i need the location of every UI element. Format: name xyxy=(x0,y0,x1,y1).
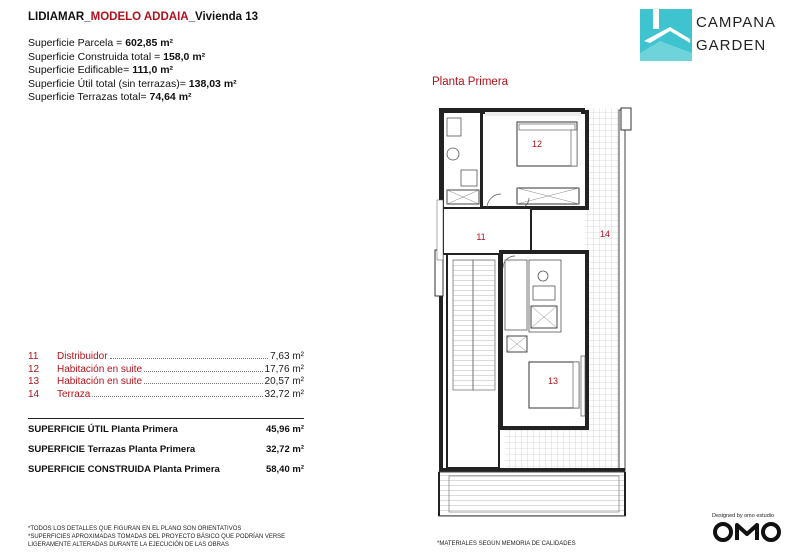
spec-row xyxy=(28,78,237,92)
note-line: *SUPERFICIES APROXIMADAS TOMADAS DEL PROYECTO BÁSICO QUE PODRÍAN VERSE xyxy=(28,534,286,540)
total-row xyxy=(28,459,304,479)
floor-plan xyxy=(425,100,645,520)
surface-specs xyxy=(28,37,237,105)
total-value: 32,72 m² xyxy=(265,443,304,455)
room-num: 11 xyxy=(28,351,39,362)
room-num: 12 xyxy=(28,363,40,375)
logo-mark-icon xyxy=(640,9,692,61)
spec-row xyxy=(28,37,237,51)
room-area: 20,57 m² xyxy=(264,376,304,387)
plan-title: Planta Primera xyxy=(432,76,509,88)
logo-line-1: CAMPANA xyxy=(696,14,777,31)
spec-value: 158,0 m² xyxy=(163,50,206,63)
room-label-12: 12 xyxy=(531,139,543,149)
spec-value: 111,0 m² xyxy=(132,64,174,77)
spec-value: 602,85 m² xyxy=(125,37,174,49)
rooms-list xyxy=(28,351,304,401)
spec-row xyxy=(28,64,237,78)
room-num: 13 xyxy=(28,376,40,387)
room-num: 14 xyxy=(28,388,40,400)
total-label: SUPERFICIE CONSTRUIDA Planta Primera xyxy=(28,463,220,475)
spec-label: Superficie Útil total (sin terrazas)= xyxy=(28,77,189,90)
room-area: 17,76 m² xyxy=(264,363,304,375)
total-value: 45,96 m² xyxy=(265,423,304,435)
title-model: MODELO ADDAIA xyxy=(90,11,189,23)
total-value: 58,40 m² xyxy=(265,463,304,475)
spec-label: Superficie Edificable= xyxy=(28,64,133,77)
disclaimer-notes xyxy=(28,525,285,549)
room-name: Distribuidor xyxy=(57,351,108,362)
room-row xyxy=(28,351,304,364)
room-name: Terraza xyxy=(57,388,91,400)
logo-text xyxy=(696,11,776,57)
spec-value: 74,64 m² xyxy=(149,91,192,104)
omo-logo-icon xyxy=(712,521,782,543)
title-suffix: _Vivienda 13 xyxy=(188,11,259,23)
designed-by: Designed by omo estudio xyxy=(712,513,775,519)
spec-row xyxy=(28,51,237,65)
title-prefix: LIDIAMAR_ xyxy=(28,11,91,23)
materials-note: *MATERIALES SEGUN MEMORIA DE CALIDADES xyxy=(437,541,576,547)
room-label-13: 13 xyxy=(547,376,559,386)
room-label-14: 14 xyxy=(599,229,611,239)
room-name: Habitación en suite xyxy=(57,376,143,387)
room-row xyxy=(28,389,304,402)
logo-line-2: GARDEN xyxy=(696,37,767,54)
total-label: SUPERFICIE Terrazas Planta Primera xyxy=(28,443,196,455)
spec-value: 138,03 m² xyxy=(188,77,237,90)
room-row xyxy=(28,376,304,389)
spec-label: Superficie Terrazas total= xyxy=(28,91,150,104)
spec-label: Superficie Construida total = xyxy=(28,50,164,63)
note-line: LIGERAMENTE ALTERADAS DURANTE LA EJECUCIÓN DE LAS OBRAS xyxy=(28,542,229,548)
total-row xyxy=(28,439,304,459)
room-row xyxy=(28,364,304,377)
campana-garden-logo xyxy=(640,9,780,61)
page-title xyxy=(28,11,258,23)
note-line: *TODOS LOS DETALLES QUE FIGURAN EN EL PLANO SON ORIENTATIVOS xyxy=(28,526,242,532)
spec-label: Superficie Parcela = xyxy=(28,37,126,49)
total-label: SUPERFICIE ÚTIL Planta Primera xyxy=(28,423,178,435)
total-row xyxy=(28,418,304,439)
spec-row xyxy=(28,91,237,105)
surface-totals xyxy=(28,418,304,479)
room-area: 32,72 m² xyxy=(264,388,304,400)
room-area: 7,63 m² xyxy=(270,351,304,362)
room-name: Habitación en suite xyxy=(57,363,143,375)
room-label-11: 11 xyxy=(476,232,486,242)
